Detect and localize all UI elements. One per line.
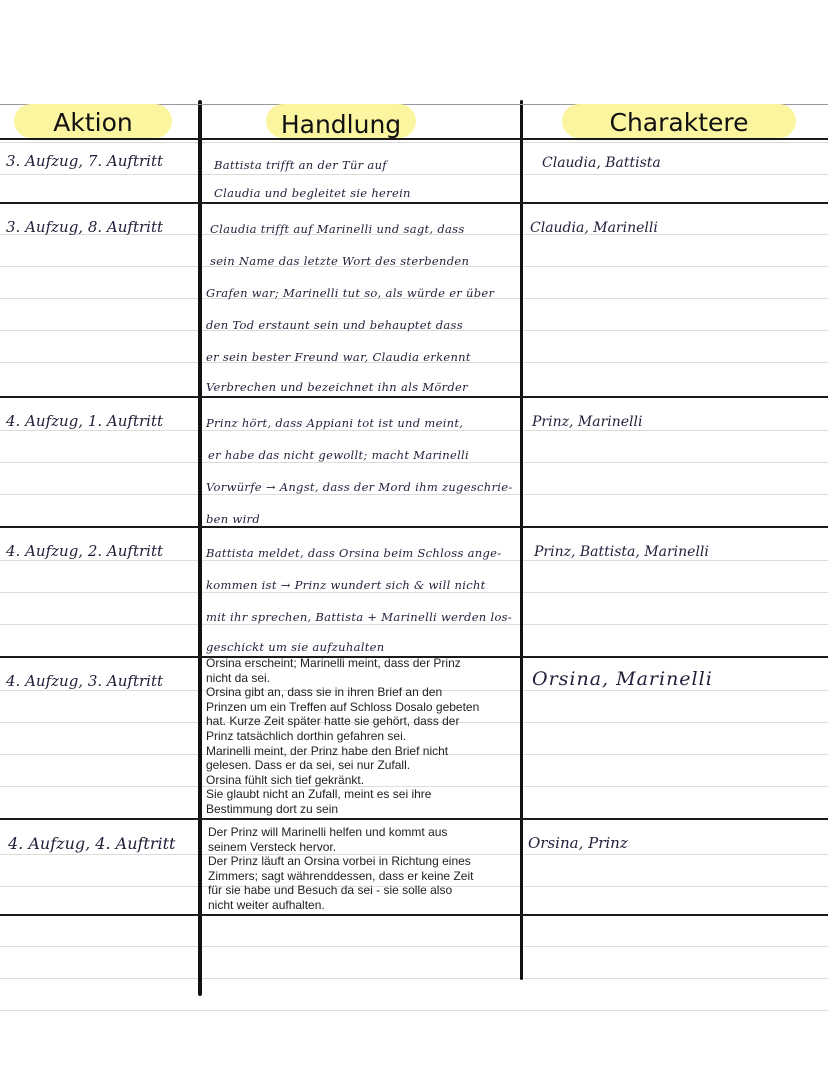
row-4-charaktere: Prinz, Battista, Marinelli [534,544,709,560]
row-4-aktion: 4. Aufzug, 2. Auftritt [6,542,164,560]
row-5-handlung-line: Orsina fühlt sich tief gekränkt. [206,772,365,787]
row-5-aktion: 4. Aufzug, 3. Auftritt [6,672,164,690]
header-handlung: Handlung [280,110,402,139]
row-5-handlung-line: Sie glaubt nicht an Zufall, meint es sei ihre [206,787,432,802]
row-2-charaktere: Claudia, Marinelli [530,220,658,236]
row-3-aktion: 4. Aufzug, 1. Auftritt [6,412,164,430]
row-6-handlung-line: Der Prinz läuft an Orsina vorbei in Richtung eines [208,854,471,869]
row-border-5 [0,818,828,820]
row-6-handlung-line: für sie habe und Besuch da sei - sie solle also [208,883,453,898]
row-5-handlung-line: Marinelli meint, der Prinz habe den Brief nicht [206,743,449,758]
row-6-handlung-line: Zimmers; sagt währenddessen, dass er keine Zeit [208,868,474,883]
row-2-handlung-line: den Tod erstaunt sein und behauptet dass [206,318,463,332]
column-divider-1 [198,100,202,996]
row-4-handlung-line: geschickt um sie aufzuhalten [206,640,385,654]
row-border-1 [0,202,828,204]
row-5-handlung-line: Bestimmung dort zu sein [206,802,339,816]
row-1-charaktere: Claudia, Battista [542,155,661,171]
row-6-aktion: 4. Aufzug, 4. Auftritt [8,834,176,853]
row-5-handlung-line: hat. Kurze Zeit später hatte sie gehört, dass der [206,714,460,729]
row-2-handlung-line: er sein bester Freund war, Claudia erkennt [206,350,471,364]
row-6-handlung-line: seinem Versteck hervor. [208,839,337,854]
row-5-handlung-line: Orsina erscheint; Marinelli meint, dass der Prinz [206,656,461,670]
header-charaktere: Charaktere [609,108,749,137]
row-6-handlung-line: nicht weiter aufhalten. [208,898,325,912]
row-5-handlung-line: Orsina gibt an, dass sie in ihren Brief an den [206,685,443,700]
row-6-handlung-line: Der Prinz will Marinelli helfen und kommt aus [208,825,448,839]
row-border-3 [0,526,828,528]
row-4-handlung-line: mit ihr sprechen, Battista + Marinelli werden los- [206,610,513,624]
row-6-charaktere: Orsina, Prinz [528,834,628,852]
row-border-6 [0,914,828,916]
header-aktion: Aktion [53,108,133,137]
row-1-handlung-line: Battista trifft an der Tür auf [214,158,387,172]
row-3-charaktere: Prinz, Marinelli [532,414,643,430]
row-2-handlung-line: sein Name das letzte Wort des sterbenden [210,254,470,268]
row-1-aktion: 3. Aufzug, 7. Auftritt [6,152,164,170]
row-3-handlung-line: ben wird [206,512,261,526]
row-3-handlung-line: Prinz hört, dass Appiani tot ist und meint, [206,416,464,430]
row-3-handlung-line: Vorwürfe → Angst, dass der Mord ihm zugeschrie- [206,480,513,494]
row-4-handlung-line: Battista meldet, dass Orsina beim Schloss ange- [206,546,502,560]
row-5-charaktere: Orsina, Marinelli [532,668,713,690]
row-4-handlung-line: kommen ist → Prinz wundert sich & will nicht [206,578,486,592]
row-2-handlung-line: Verbrechen und bezeichnet ihn als Mörder [206,380,468,394]
row-1-handlung-line: Claudia und begleitet sie herein [214,186,411,200]
row-2-aktion: 3. Aufzug, 8. Auftritt [6,218,164,236]
column-divider-2 [520,100,523,980]
row-5-handlung-line: Prinzen um ein Treffen auf Schloss Dosalo gebeten [206,699,480,714]
row-3-handlung-line: er habe das nicht gewollt; macht Marinelli [208,448,470,462]
row-border-2 [0,396,828,398]
row-2-handlung-line: Claudia trifft auf Marinelli und sagt, dass [210,222,465,236]
row-5-handlung-line: gelesen. Dass er da sei, sei nur Zufall. [206,758,411,773]
row-5-handlung-line: nicht da sei. [206,670,271,685]
row-2-handlung-line: Grafen war; Marinelli tut so, als würde er über [206,286,495,300]
row-5-handlung-line: Prinz tatsächlich dorthin gefahren sei. [206,729,407,743]
